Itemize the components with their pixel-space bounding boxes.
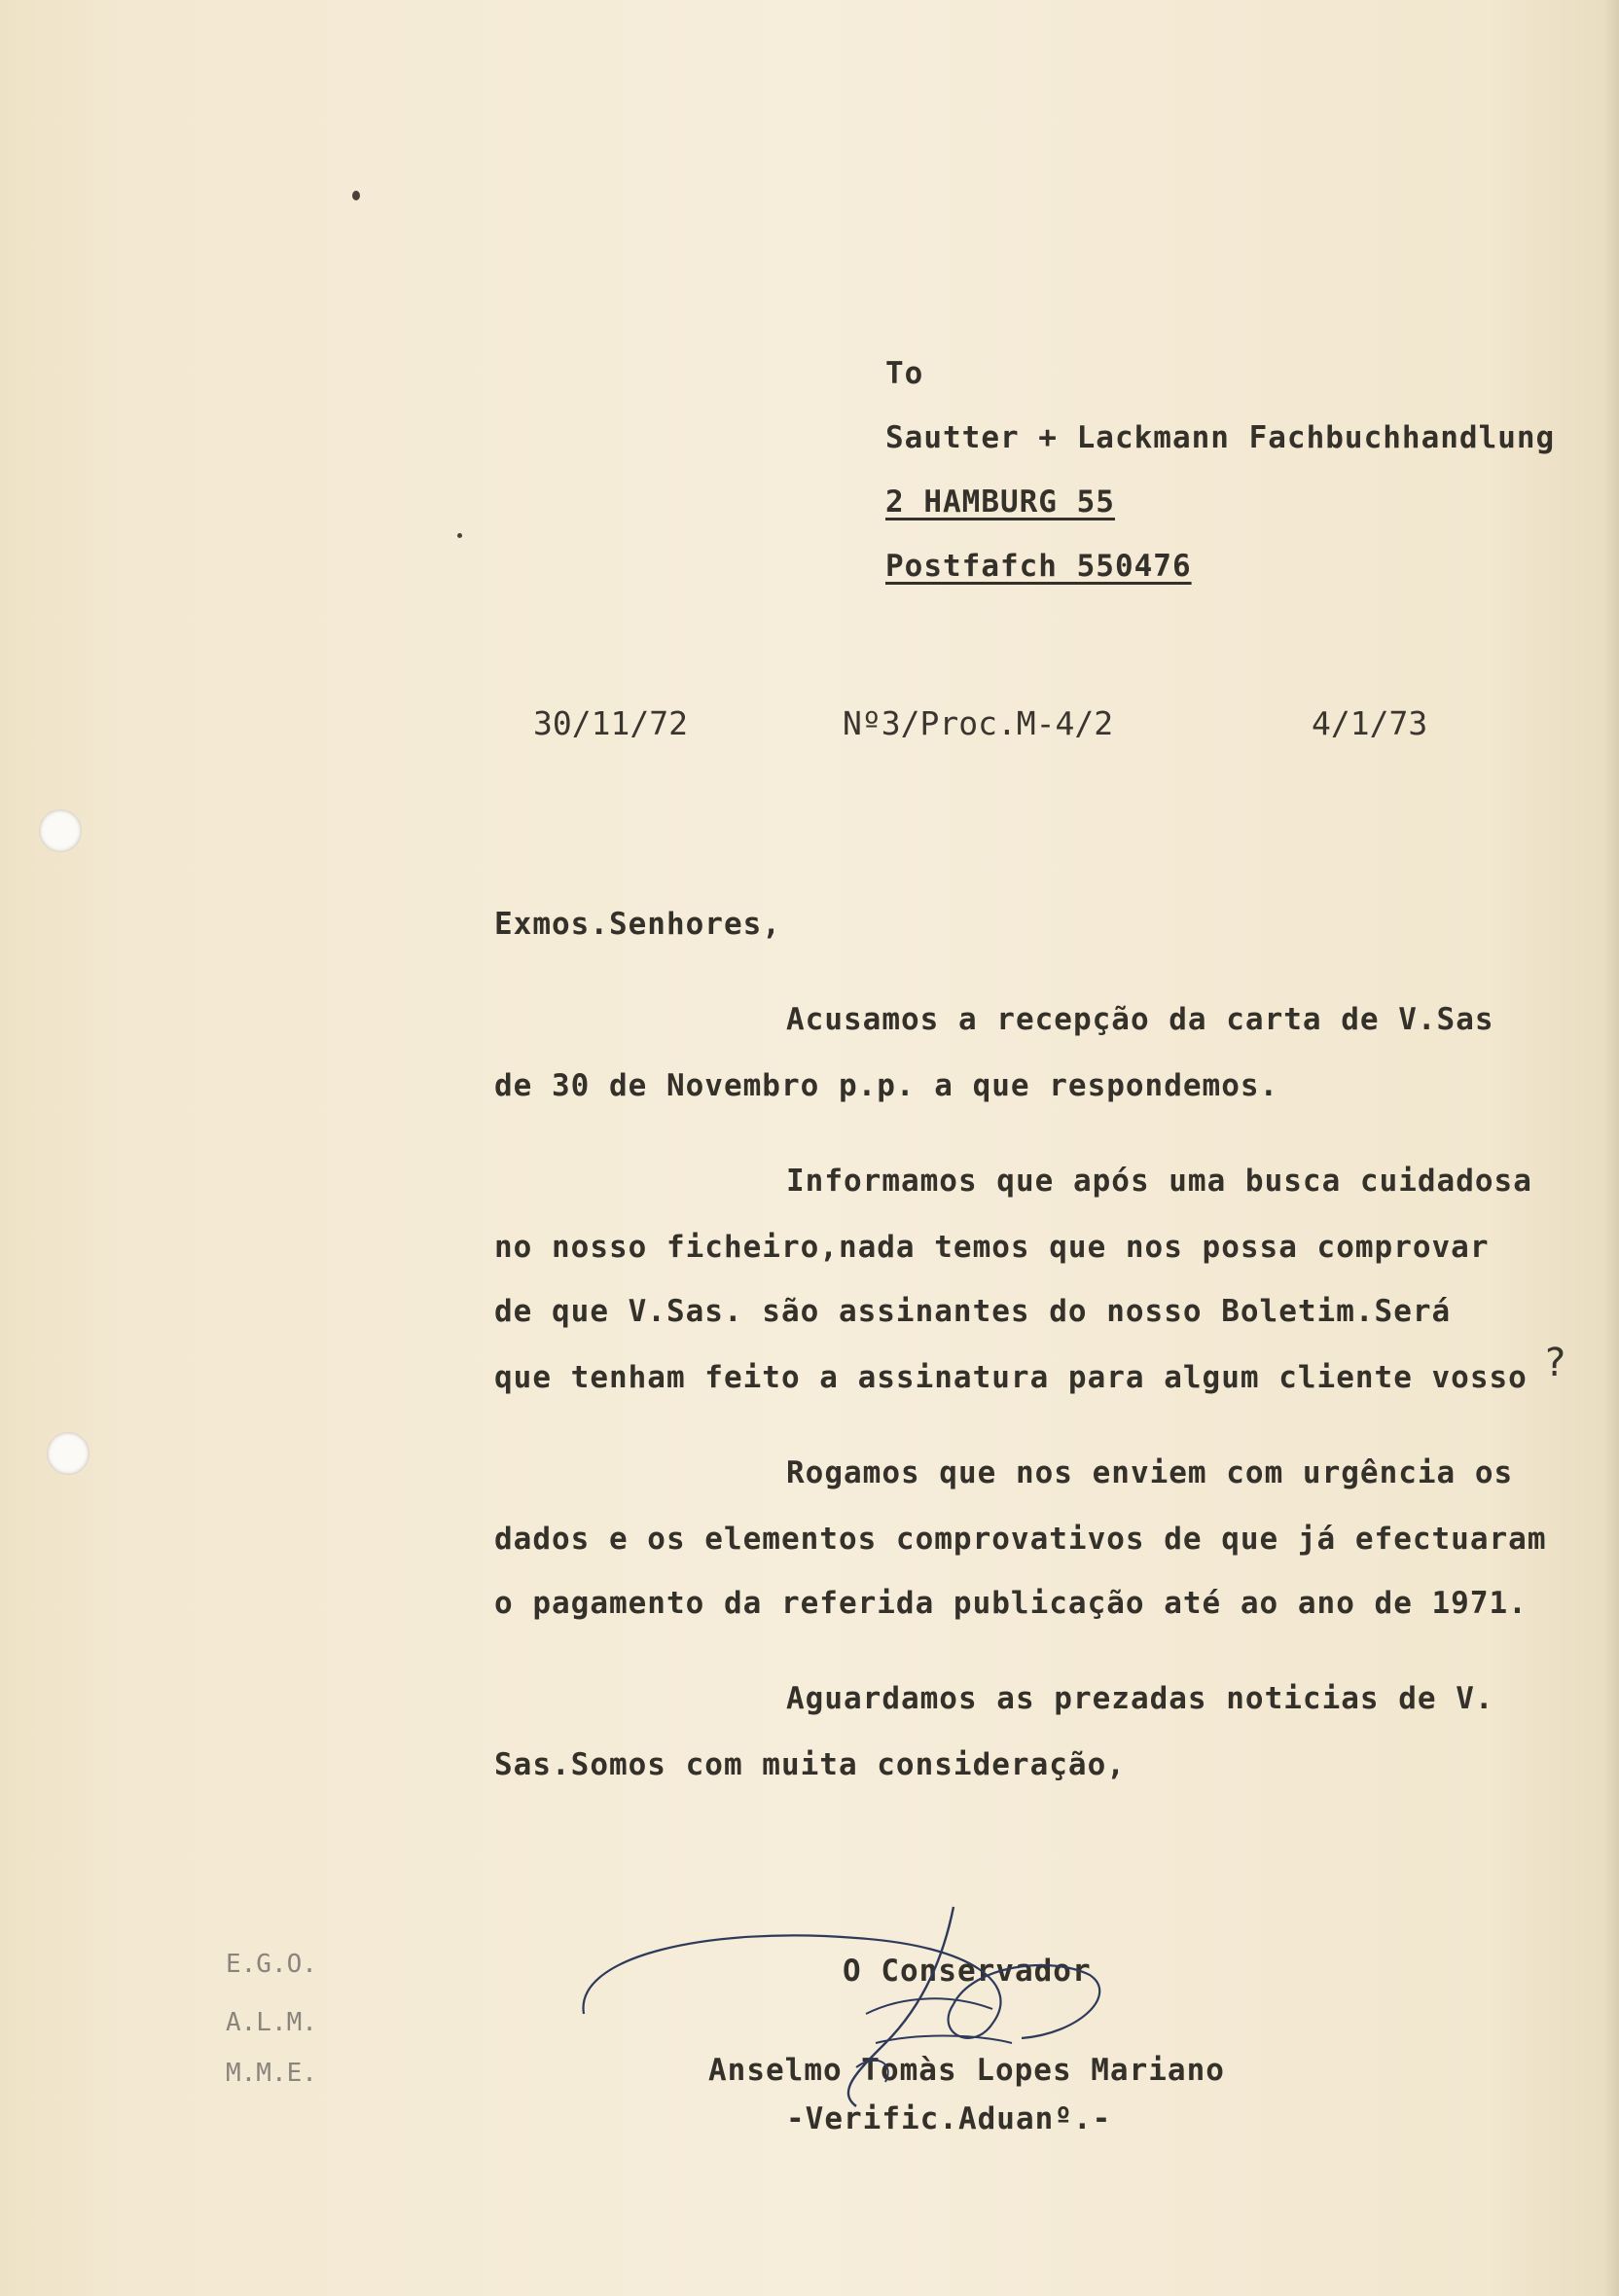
signature-title: O Conservador: [843, 1954, 1092, 1989]
paper-edge: [1605, 0, 1619, 2296]
recipient-postbox: Postfafch 550476: [885, 549, 1192, 584]
body-line: no nosso ficheiro,nada temos que nos possa comprovar: [494, 1230, 1490, 1265]
body-line: Rogamos que nos enviem com urgência os: [786, 1455, 1514, 1490]
signature-name: Anselmo Tomàs Lopes Mariano: [708, 2053, 1225, 2088]
reference-date-right: 4/1/73: [1312, 704, 1428, 742]
body-line: de 30 de Novembro p.p. a que respondemos.: [494, 1068, 1279, 1103]
body-line: dados e os elementos comprovativos de que já efectuaram: [494, 1522, 1547, 1557]
recipient-name: Sautter + Lackmann Fachbuchhandlung: [885, 420, 1556, 455]
handwritten-signature: [564, 1897, 1109, 2121]
ink-speck: [457, 533, 462, 538]
handwritten-question-mark: ?: [1545, 1341, 1566, 1385]
body-line: Sas.Somos com muita consideração,: [494, 1747, 1126, 1782]
recipient-to: To: [885, 356, 924, 391]
body-line: Aguardamos as prezadas noticias de V.: [786, 1681, 1494, 1716]
typist-initials: M.M.E.: [226, 2059, 317, 2088]
reference-number: Nº3/Proc.M-4/2: [843, 704, 1114, 742]
body-line: Acusamos a recepção da carta de V.Sas: [786, 1002, 1494, 1037]
body-line: o pagamento da referida publicação até ao ano de 1971.: [494, 1586, 1528, 1621]
punch-hole-bottom: [47, 1432, 90, 1475]
body-line: Informamos que após uma busca cuidadosa: [786, 1164, 1532, 1199]
punch-hole-top: [39, 809, 82, 852]
reference-date-left: 30/11/72: [533, 704, 688, 742]
body-line: de que V.Sas. são assinantes do nosso Boletim.Será: [494, 1294, 1452, 1329]
salutation: Exmos.Senhores,: [494, 907, 781, 942]
typist-initials: E.G.O.: [226, 1950, 317, 1979]
ink-speck: [352, 191, 360, 200]
recipient-city: 2 HAMBURG 55: [885, 484, 1115, 520]
signature-role: -Verific.Aduanº.-: [786, 2101, 1112, 2136]
typist-initials: A.L.M.: [226, 2008, 317, 2037]
body-line: que tenham feito a assinatura para algum cliente vosso: [494, 1360, 1528, 1395]
